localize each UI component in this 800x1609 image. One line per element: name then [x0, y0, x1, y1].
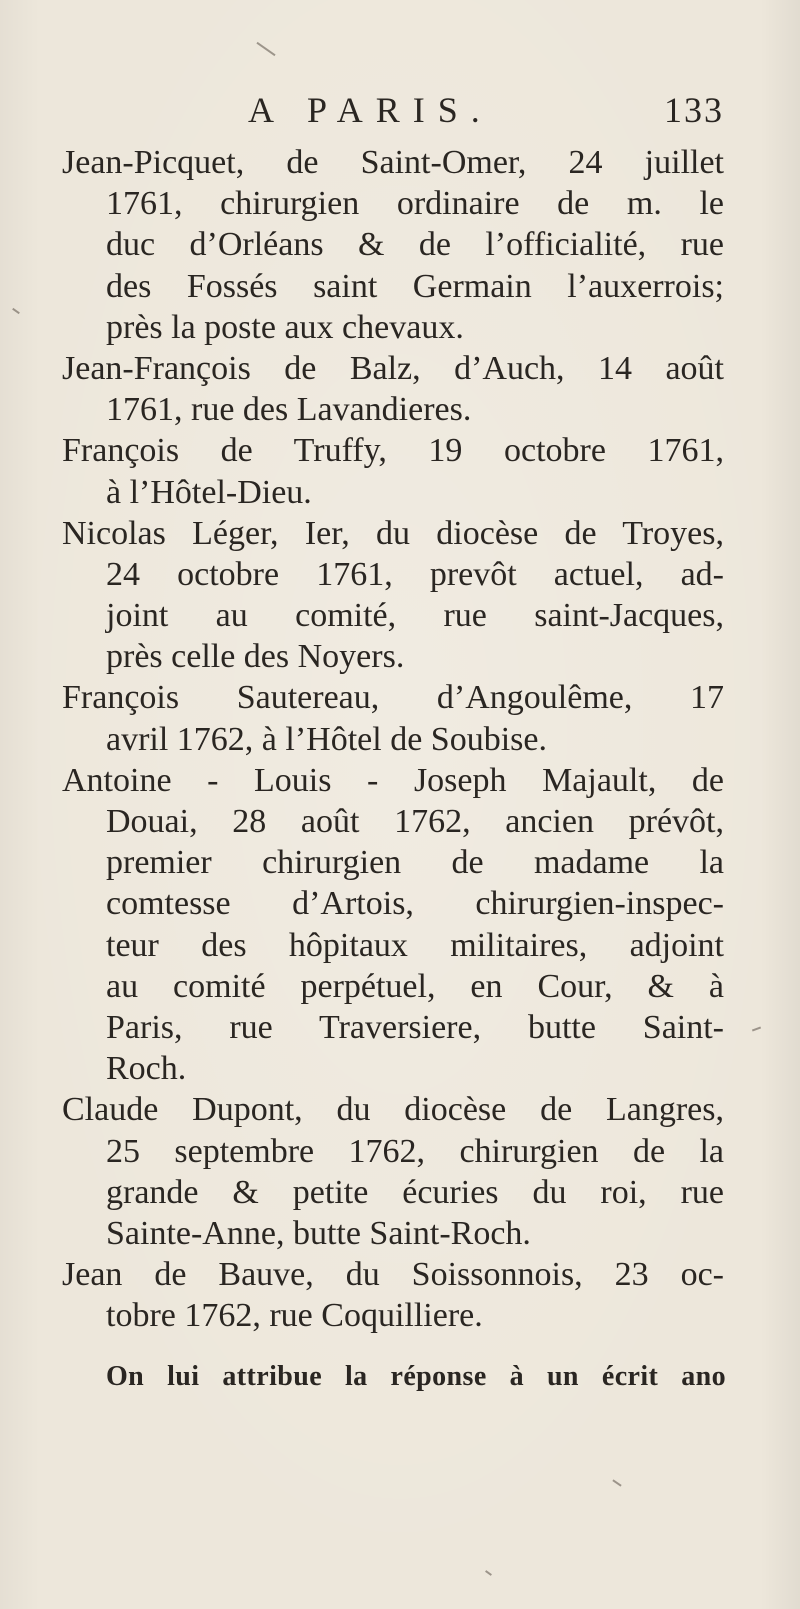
entry-line: 1761, rue des Lavandieres. [106, 391, 472, 429]
ink-speck [752, 1027, 761, 1032]
entry-line: comtesse d’Artois, chirurgien-inspec- [106, 885, 724, 923]
entry-line: Roch. [106, 1050, 187, 1088]
list-item [62, 513, 724, 678]
entry-line: avril 1762, à l’Hôtel de Soubise. [106, 720, 547, 758]
ink-speck [12, 308, 20, 314]
entry-line: Antoine - Louis - Joseph Majault, de [62, 761, 724, 799]
entry-line: François Sautereau, d’Angoulême, 17 [62, 679, 724, 717]
entry-line: près celle des Noyers. [106, 638, 405, 676]
entry-line: près la poste aux chevaux. [106, 308, 464, 346]
entry-line: 25 septembre 1762, chirurgien de la [106, 1132, 724, 1170]
list-item [62, 760, 724, 1090]
entry-line: François de Truffy, 19 octobre 1761, [62, 432, 724, 470]
entry-line: 24 octobre 1761, prevôt actuel, ad- [106, 555, 724, 593]
entry-line: Douai, 28 août 1762, ancien prévôt, [106, 803, 724, 840]
entry-line: premier chirurgien de madame la [106, 844, 724, 882]
list-item [62, 1089, 724, 1254]
footnote: On lui attribue la réponse à un écrit ano [106, 1361, 726, 1392]
entry-list [62, 142, 724, 1336]
entry-line: grande & petite écuries du roi, rue [106, 1173, 724, 1211]
entry-line: joint au comité, rue saint-Jacques, [106, 597, 724, 635]
ink-speck [485, 1570, 492, 1576]
entry-line: tobre 1762, rue Coquilliere. [106, 1297, 483, 1335]
entry-line: des Fossés saint Germain l’auxerrois; [106, 267, 724, 305]
list-item [62, 348, 724, 430]
entry-line: Paris, rue Traversiere, butte Saint- [106, 1008, 724, 1046]
list-item [62, 142, 724, 348]
entry-line: Jean de Bauve, du Soissonnois, 23 oc- [62, 1256, 724, 1294]
ink-speck [256, 42, 275, 56]
list-item [62, 430, 724, 512]
ink-speck [612, 1479, 621, 1486]
entry-line: teur des hôpitaux militaires, adjoint [106, 926, 724, 964]
entry-line: duc d’Orléans & de l’officialité, rue [106, 226, 724, 264]
entry-line: au comité perpétuel, en Cour, & à [106, 967, 724, 1005]
entry-line: Sainte-Anne, butte Saint-Roch. [106, 1214, 531, 1252]
page-number: 133 [664, 90, 724, 130]
entry-line: 1761, chirurgien ordinaire de m. le [106, 185, 724, 223]
entry-line: Claude Dupont, du diocèse de Langres, [62, 1091, 724, 1129]
running-head [0, 86, 800, 134]
entry-line: Jean-Picquet, de Saint-Omer, 24 juillet [62, 144, 724, 181]
list-item [62, 1254, 724, 1336]
entry-line: à l’Hôtel-Dieu. [106, 473, 312, 511]
list-item [62, 677, 724, 759]
running-title: A PARIS. [248, 90, 493, 130]
entry-line: Jean-François de Balz, d’Auch, 14 août [62, 349, 724, 387]
entry-line: Nicolas Léger, Ier, du diocèse de Troyes, [62, 514, 724, 552]
